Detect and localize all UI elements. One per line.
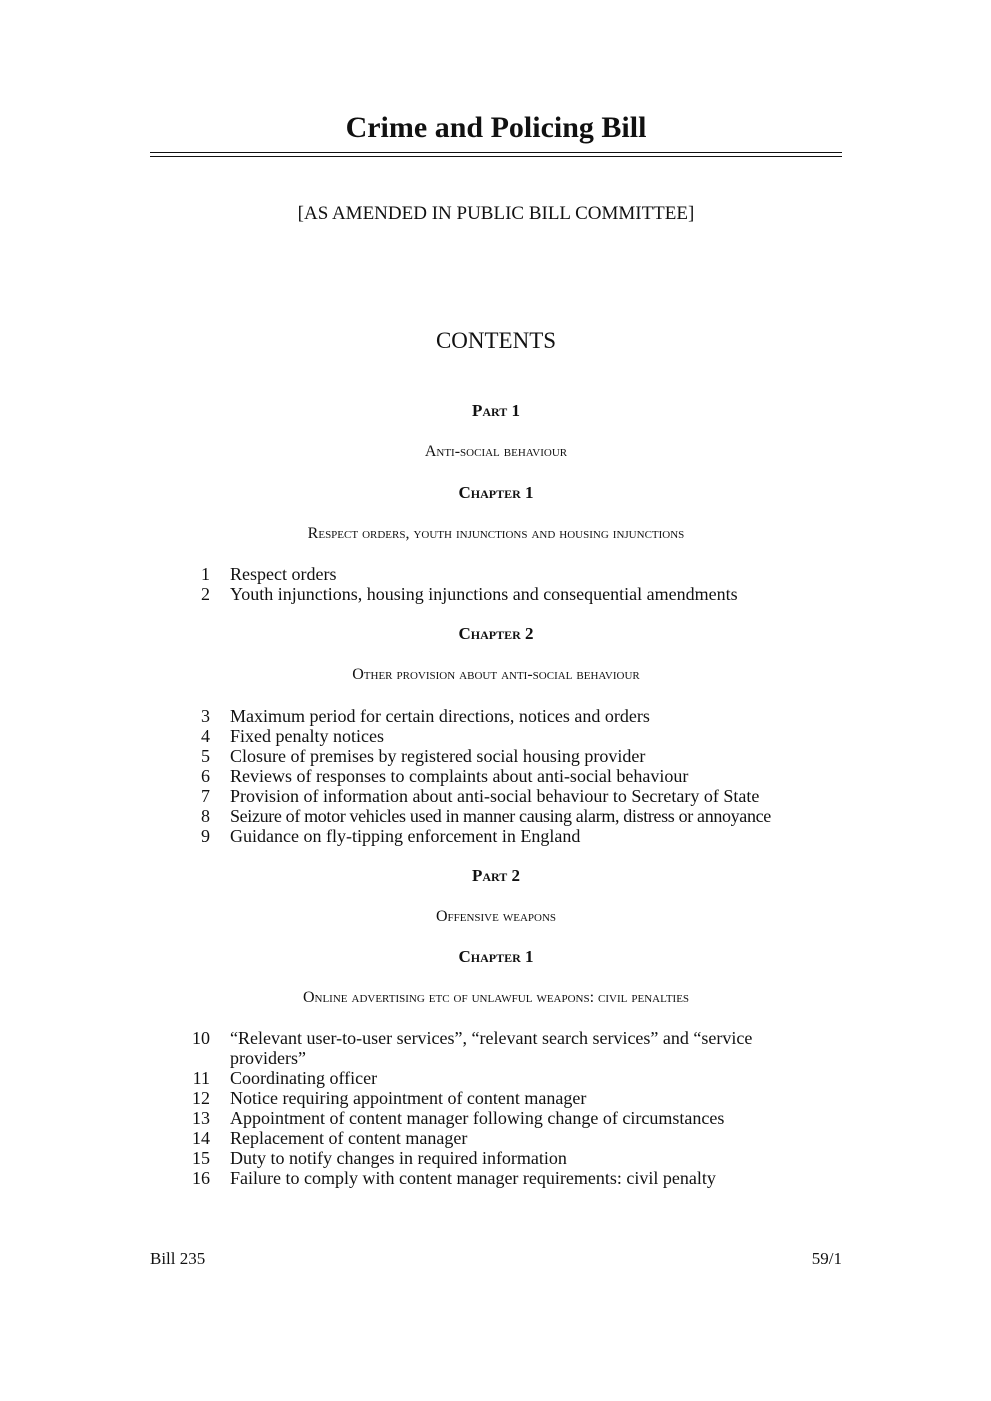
entry-title: Respect orders <box>230 564 337 584</box>
contents-entry[interactable] <box>150 1028 850 1068</box>
entry-title: Appointment of content manager following change of circumstances <box>230 1108 725 1128</box>
part-1-chapter-1-label: Chapter 1 <box>458 483 534 502</box>
part-2-label: Part 2 <box>471 866 521 885</box>
entry-number: 13 <box>192 1108 210 1128</box>
bill-title: Crime and Policing Bill <box>345 111 647 144</box>
entry-number: 8 <box>201 806 210 826</box>
part-1-chapter-1-entries <box>150 564 850 604</box>
entry-title: Guidance on fly-tipping enforcement in England <box>230 826 581 846</box>
entry-title: Coordinating officer <box>230 1068 378 1088</box>
entry-number: 9 <box>201 826 210 846</box>
entry-number: 16 <box>192 1168 210 1188</box>
contents-entry[interactable] <box>150 746 850 766</box>
entry-title: “Relevant user-to-user services”, “relevant search services” and “service providers” <box>230 1028 753 1068</box>
bill-number: Bill 235 <box>150 1249 206 1268</box>
part-1-chapter-1-title: Respect orders, youth injunctions and housing injunctions <box>307 525 685 542</box>
contents-entry[interactable] <box>150 1088 850 1108</box>
contents-entry[interactable] <box>150 806 850 826</box>
part-1-chapter-2-title: Other provision about anti-social behaviour <box>352 666 640 683</box>
contents-entry[interactable] <box>150 1068 850 1088</box>
contents-entry[interactable] <box>150 1108 850 1128</box>
part-2-chapter-1-label: Chapter 1 <box>458 947 534 966</box>
entry-title: Replacement of content manager <box>230 1128 468 1148</box>
entry-number: 3 <box>201 706 210 726</box>
contents-entry[interactable] <box>150 786 850 806</box>
contents-entry[interactable] <box>150 564 850 584</box>
entry-number: 10 <box>192 1028 210 1048</box>
part-1-title: Anti-social behaviour <box>424 443 568 460</box>
entry-number: 11 <box>192 1068 210 1088</box>
title-rule-top <box>150 152 842 153</box>
entry-title: Youth injunctions, housing injunctions and consequential amendments <box>230 584 738 604</box>
part-2-chapter-1-title: Online advertising etc of unlawful weapons: civil penalties <box>302 989 690 1006</box>
entry-number: 15 <box>192 1148 210 1168</box>
entry-title: Duty to notify changes in required information <box>230 1148 567 1168</box>
entry-title: Reviews of responses to complaints about anti-social behaviour <box>230 766 689 786</box>
contents-entry[interactable] <box>150 1148 850 1168</box>
contents-entry[interactable] <box>150 706 850 726</box>
entry-title: Provision of information about anti-social behaviour to Secretary of State <box>230 786 760 806</box>
entry-number: 1 <box>201 564 210 584</box>
entry-number: 7 <box>201 786 210 806</box>
contents-entry[interactable] <box>150 1128 850 1148</box>
part-2-chapter-1-entries <box>150 1028 850 1188</box>
title-rule-bottom <box>150 156 842 157</box>
entry-number: 12 <box>192 1088 210 1108</box>
entry-title: Closure of premises by registered social housing provider <box>230 746 646 766</box>
contents-entry[interactable] <box>150 726 850 746</box>
part-1-chapter-2-entries <box>150 706 850 846</box>
entry-title: Fixed penalty notices <box>230 726 384 746</box>
contents-heading: CONTENTS <box>435 328 557 353</box>
entry-number: 14 <box>192 1128 210 1148</box>
entry-number: 6 <box>201 766 210 786</box>
page-reference: 59/1 <box>811 1249 842 1268</box>
part-2-title: Offensive weapons <box>435 908 557 925</box>
entry-title: Failure to comply with content manager requirements: civil penalty <box>230 1168 716 1188</box>
entry-number: 2 <box>201 584 210 604</box>
contents-entry[interactable] <box>150 766 850 786</box>
contents-entry[interactable] <box>150 826 850 846</box>
entry-title: Seizure of motor vehicles used in manner causing alarm, distress or annoyance <box>230 806 771 826</box>
part-1-chapter-2-label: Chapter 2 <box>458 624 534 643</box>
entry-title: Notice requiring appointment of content manager <box>230 1088 587 1108</box>
contents-entry[interactable] <box>150 1168 850 1188</box>
contents-entry[interactable] <box>150 584 850 604</box>
entry-number: 4 <box>201 726 210 746</box>
bill-stage: [AS AMENDED IN PUBLIC BILL COMMITTEE] <box>297 203 695 224</box>
entry-title: Maximum period for certain directions, notices and orders <box>230 706 650 726</box>
part-1-label: Part 1 <box>471 401 521 420</box>
entry-number: 5 <box>201 746 210 766</box>
